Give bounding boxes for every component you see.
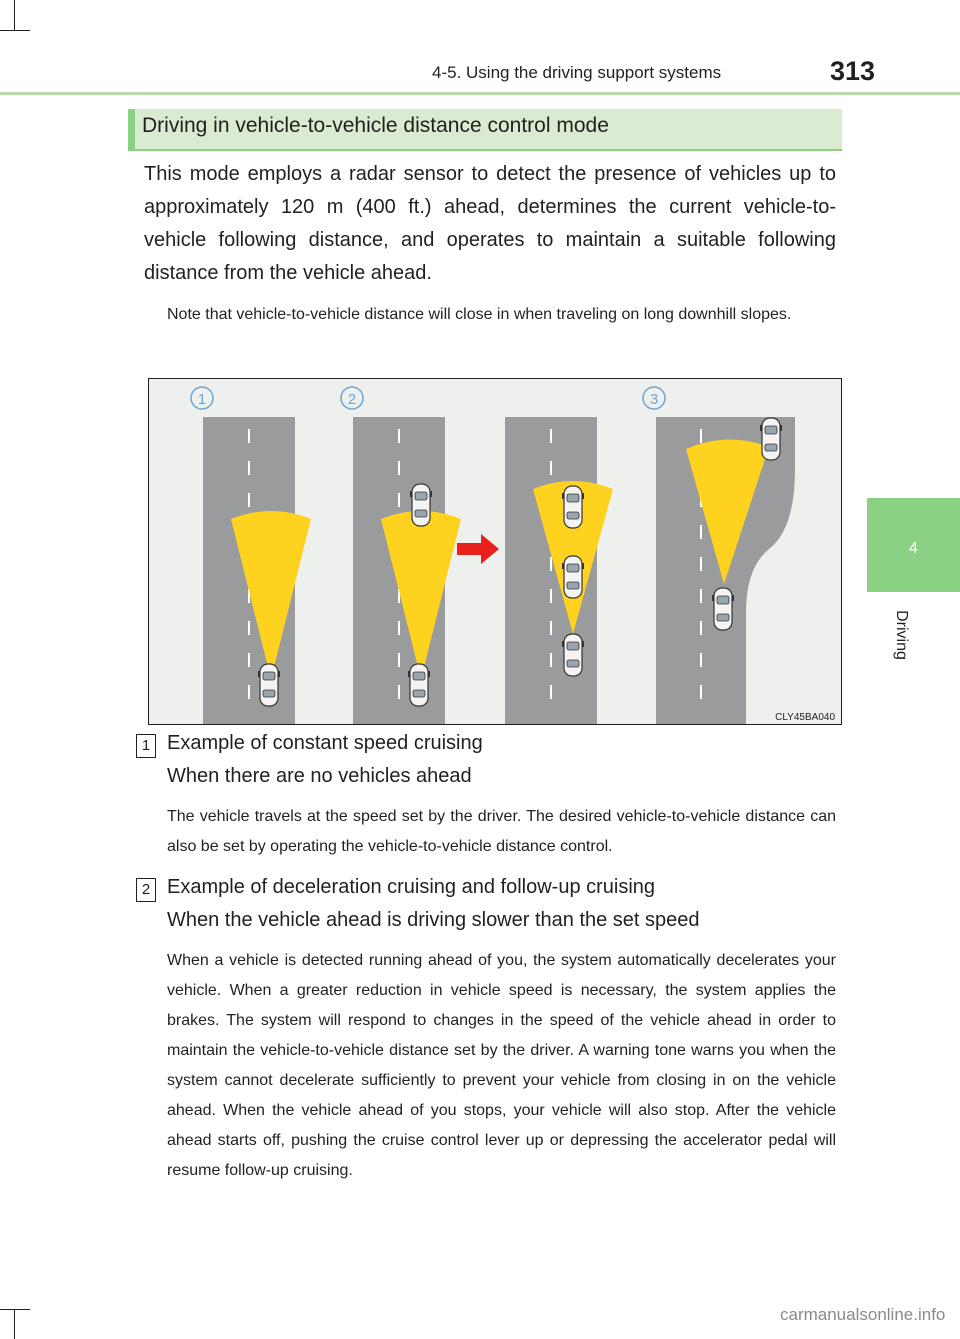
figure-illustration (149, 379, 841, 724)
distance-control-figure (148, 378, 842, 725)
own-car-4 (712, 588, 734, 630)
item-2-badge: 2 (136, 878, 156, 902)
item-1-title: Example of constant speed cruising (167, 732, 483, 754)
lane-markings-3 (550, 429, 552, 699)
lead-car-4 (760, 418, 782, 460)
chapter-label (891, 605, 911, 665)
callout-1 (191, 387, 213, 409)
callout-2 (341, 387, 363, 409)
note-paragraph: Note that vehicle-to-vehicle distance will close in when traveling on long downhill slopes. (167, 306, 792, 323)
callout-3 (643, 387, 665, 409)
figure-code: CLY45BA040 (775, 712, 835, 723)
page-number: 313 (830, 56, 876, 86)
section-title: Driving in vehicle-to-vehicle distance control mode (142, 114, 609, 137)
crop-mark (14, 0, 15, 30)
chapter-tab (867, 498, 960, 592)
item-1-subtitle: When there are no vehicles ahead (167, 765, 472, 787)
chapter-label-text: Driving (893, 610, 910, 660)
section-header (128, 109, 842, 151)
callout-1-label: 1 (197, 391, 207, 408)
middle-car-3 (562, 556, 584, 598)
own-car-3 (562, 634, 584, 676)
watermark: carmanualsonline.info (780, 1305, 946, 1324)
crop-mark (0, 30, 30, 31)
item-2-text: When a vehicle is detected running ahead of you, the system automatically decelerates your vehicle. When a greater reduction in vehicle speed is necessary, the system applies the brakes. The system will respond to changes in the speed of the vehicle ahead in order to maintain the vehicle-to-vehicle distance set by the driver. A warning tone warns you when the system cannot decelerate sufficiently to prevent your vehicle from closing in on the vehicle ahead. When the vehicle ahead of you stops, your vehicle will also stop. After the vehicle ahead starts off, pushing the cruise control lever up or depressing the accelerator pedal will resume follow-up cruising. (167, 952, 836, 1179)
running-header: 4-5. Using the driving support systems (432, 63, 722, 82)
item-2-title: Example of deceleration cruising and follow-up cruising (167, 876, 656, 898)
crop-mark (0, 1309, 30, 1310)
crop-mark (14, 1309, 15, 1339)
own-car-2 (408, 664, 430, 706)
item-1-badge: 1 (136, 734, 156, 758)
transition-arrow (457, 534, 499, 564)
intro-paragraph: This mode employs a radar sensor to detect the presence of vehicles up to approximately 120 m (400 ft.) ahead, determines the current vehicle-to-vehicle following distance, and operates to maintain a suitable following distance from the vehicle ahead. (144, 163, 836, 284)
callout-3-label: 3 (649, 391, 659, 408)
own-car-1 (258, 664, 280, 706)
callout-2-label: 2 (347, 391, 357, 408)
lead-car-2 (410, 484, 432, 526)
header-rule (0, 92, 960, 95)
item-1-text: The vehicle travels at the speed set by the driver. The desired vehicle-to-vehicle distance can also be set by operating the vehicle-to-vehicle distance control. (167, 808, 836, 855)
section-header-bar (128, 109, 135, 149)
lead-car-3 (562, 486, 584, 528)
chapter-number: 4 (909, 540, 918, 557)
item-2-subtitle: When the vehicle ahead is driving slower than the set speed (167, 909, 700, 931)
